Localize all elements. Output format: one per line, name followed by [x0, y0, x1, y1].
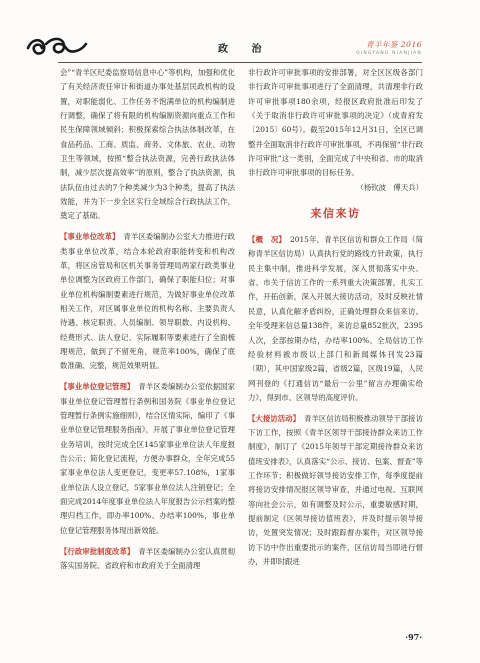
right-column [248, 66, 423, 570]
entry-body: 青羊区委编制办公室大力推进行政类事业单位改革，结合本轮政府职能转变和机构改革，将区房管局和区机关事务管理局两家行政类事业单位调整为区政府工作部门，确保了职能归位；对事业单位机构编制要素进行规范，为做好事业单位改革相关工作，对区属事业单位的机构名称、主要负责人待遇、核定职责、人员编制、领导职数、内设机构、经费形式、法人登记、实际履职等要素进行了全面梳理规范，做到了不留死角，规范率100%，确保了底数准确、完整，规范效果明显。 [60, 232, 235, 371]
page-number: ·97· [405, 632, 422, 642]
paragraph [60, 380, 235, 538]
entry-heading: 【概 况】 [248, 235, 287, 245]
author-signature: （杨钦波 傅天兵） [356, 182, 423, 192]
entry-body: 2015年，青羊区信访和群众工作局（简称青羊区信访局）认真执行党的路线方针政策，执行民主集中制，推进科学发展，深入贯彻落实中央、省、市关于信访工作的一系列重大决策部署，扎实工作，开拓创新，深入开展大接访活动，及时反映社情民意，认真化解矛盾纠纷，正确处理群众来信来访。全年受理来信总量138件，来访总量852批次，2395人次，全部按期办结，办结率100%。全局信访工作经验材料被市级以上部门和新闻媒体刊发23篇（期），其中国家级2篇，省级2篇，区级19篇，人民网刊登的《打通信访“最后一公里”留言办理确实给力》，得到市、区领导的高度评价。 [248, 235, 423, 402]
entry-heading: 【事业单位改革】 [60, 232, 120, 242]
section-heading: 来信来访 [310, 207, 361, 221]
paragraph [248, 412, 423, 570]
paragraph: 非行政许可审批事项的安排部署，对全区区级各部门非行政许可审批事项进行了全面清理，共清理非行政许可审批事项180余项，经报区政府批准后印发了《关于取消非行政许可审批事项的决定》（成青府发〔2015〕60号）。截至2015年12月31日，全区已调整并全面取消非行政许可审批事项，不再保留“非行政许可审批”这一类别，全面完成了中央和省、市的取消非行政许可审批事项的目标任务。 [248, 68, 423, 178]
paragraph [60, 230, 235, 373]
yearbook-pinyin: QINGYANG NIANJIAN [356, 51, 422, 56]
entry-heading: 【行政审批制度改革】 [60, 546, 135, 556]
yearbook-logo-icon [24, 30, 92, 60]
entry-heading: 【大接访活动】 [248, 413, 301, 423]
entry-body: 青羊区委编制办公室认真贯彻落实国务院、省政府和市政府关于全面清理 [60, 546, 235, 570]
paragraph [60, 545, 235, 574]
left-column [60, 66, 235, 573]
entry-body: 青羊区委编制办公室依据国家事业单位登记管理暂行条例和国务院《事业单位登记管理暂行条例实施细则》，结合区情实际，编印了《事业单位登记管理服务指南》，开展了事业单位登记管理业务培训，按时完成全区145家事业单位法人年度报告公示；简化登记流程，方便办事群众，全年完成55家事业单位法人变更登记，变更率57.108%，1家事业单位法人设立登记，5家事业单位法人注销登记；全面完成2014年度事业单位法人年度报告公示档案的整理归档工作，即办率100%、办结率100%，事业单位登记管理服务体现出新效能。 [60, 382, 235, 535]
paragraph [248, 233, 423, 405]
entry-body: 青羊区信访局积极推动领导干部接访下访工作，按照《青羊区领导干部接待群众来访工作制度》，制订了《2015年领导干部定期接待群众来访值班安排表》，认真落实“公示、接访、包案、督查”等工作环节；积极做好领导接访安排工作，每季度提前将接访安排情况报区领导审查，并通过电视、互联网等向社会公示，如有调整及时公示，重要敏感时期，提前制定《区领导接访值班表》，并及时提示领导接访，处置突发情况；及时跟踪督办案件，对区领导接访下访中作出重要批示的案件，区信访局当即进行督办，并即时跟进 [248, 413, 423, 567]
page-header [0, 0, 480, 62]
yearbook-title: 青羊年鉴 2016 [366, 40, 422, 49]
header-rule [58, 62, 422, 63]
paragraph: 会”“青羊区纪委监察局信息中心”等机构，加强和优化了有关经济责任审计和街道办事处基层民政机构的设置，对职能弱化、工作任务不饱满单位的机构编制进行调整，确保了将有限的机构编制资源向重点工作和民生保障领域倾斜；积极探索综合执法体制改革，在食品药品、工商、质监、商务、文体旅、农业、动物卫生等领域，按照“整合执法资源，完善行政执法体制，减少层次提高效率”的原则，整合了执法资源，执法队伍由过去的7个种类减少为3个种类，提高了执法效能，并为下一步全区实行全域综合行政执法工作，奠定了基础。 [60, 68, 235, 221]
section-title: 政 治 [218, 44, 272, 55]
entry-heading: 【事业单位登记管理】 [60, 382, 135, 392]
